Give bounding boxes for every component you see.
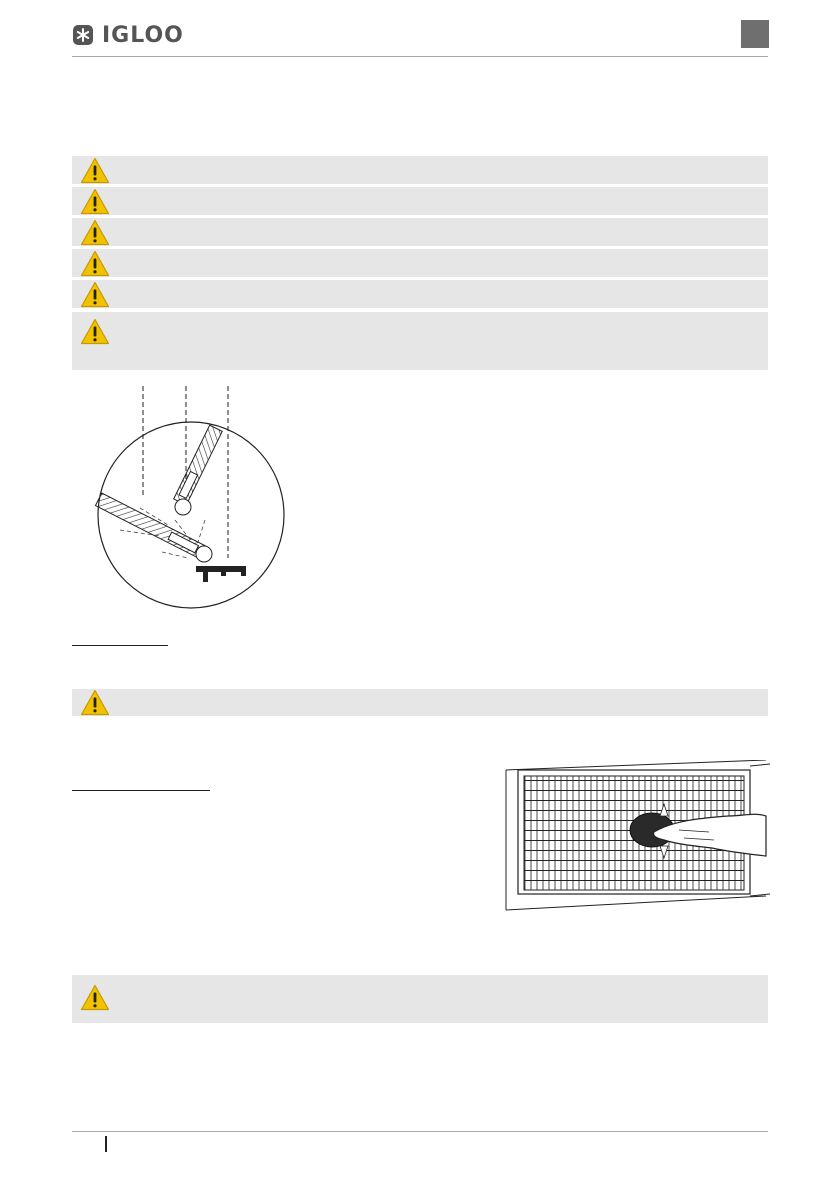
brand-name: IGLOO bbox=[102, 22, 184, 48]
page-number-separator bbox=[105, 1136, 107, 1152]
warning-band bbox=[72, 218, 768, 246]
warning-triangle-icon bbox=[80, 318, 110, 345]
warning-band bbox=[72, 975, 768, 1023]
warning-band bbox=[72, 156, 768, 184]
brand-logo bbox=[72, 24, 184, 46]
warning-triangle-icon bbox=[80, 157, 110, 184]
warning-band bbox=[72, 280, 768, 308]
warning-triangle-icon bbox=[80, 689, 110, 716]
warning-band bbox=[72, 187, 768, 215]
warning-triangle-icon bbox=[80, 219, 110, 246]
warning-triangle-icon bbox=[80, 984, 110, 1011]
warning-band bbox=[72, 312, 768, 370]
warning-triangle-icon bbox=[80, 188, 110, 215]
warning-triangle-icon bbox=[80, 250, 110, 277]
warning-band bbox=[72, 689, 768, 716]
door-hinge-detail-illustration bbox=[80, 380, 300, 620]
footer-divider bbox=[72, 1131, 768, 1132]
condenser-cleaning-illustration bbox=[504, 760, 770, 918]
header-divider bbox=[72, 56, 768, 57]
warning-triangle-icon bbox=[80, 281, 110, 308]
section-marker bbox=[741, 20, 769, 48]
warning-band bbox=[72, 249, 768, 277]
section-heading-underline bbox=[72, 790, 210, 791]
snowflake-icon bbox=[72, 24, 94, 46]
section-heading-underline bbox=[72, 645, 168, 646]
